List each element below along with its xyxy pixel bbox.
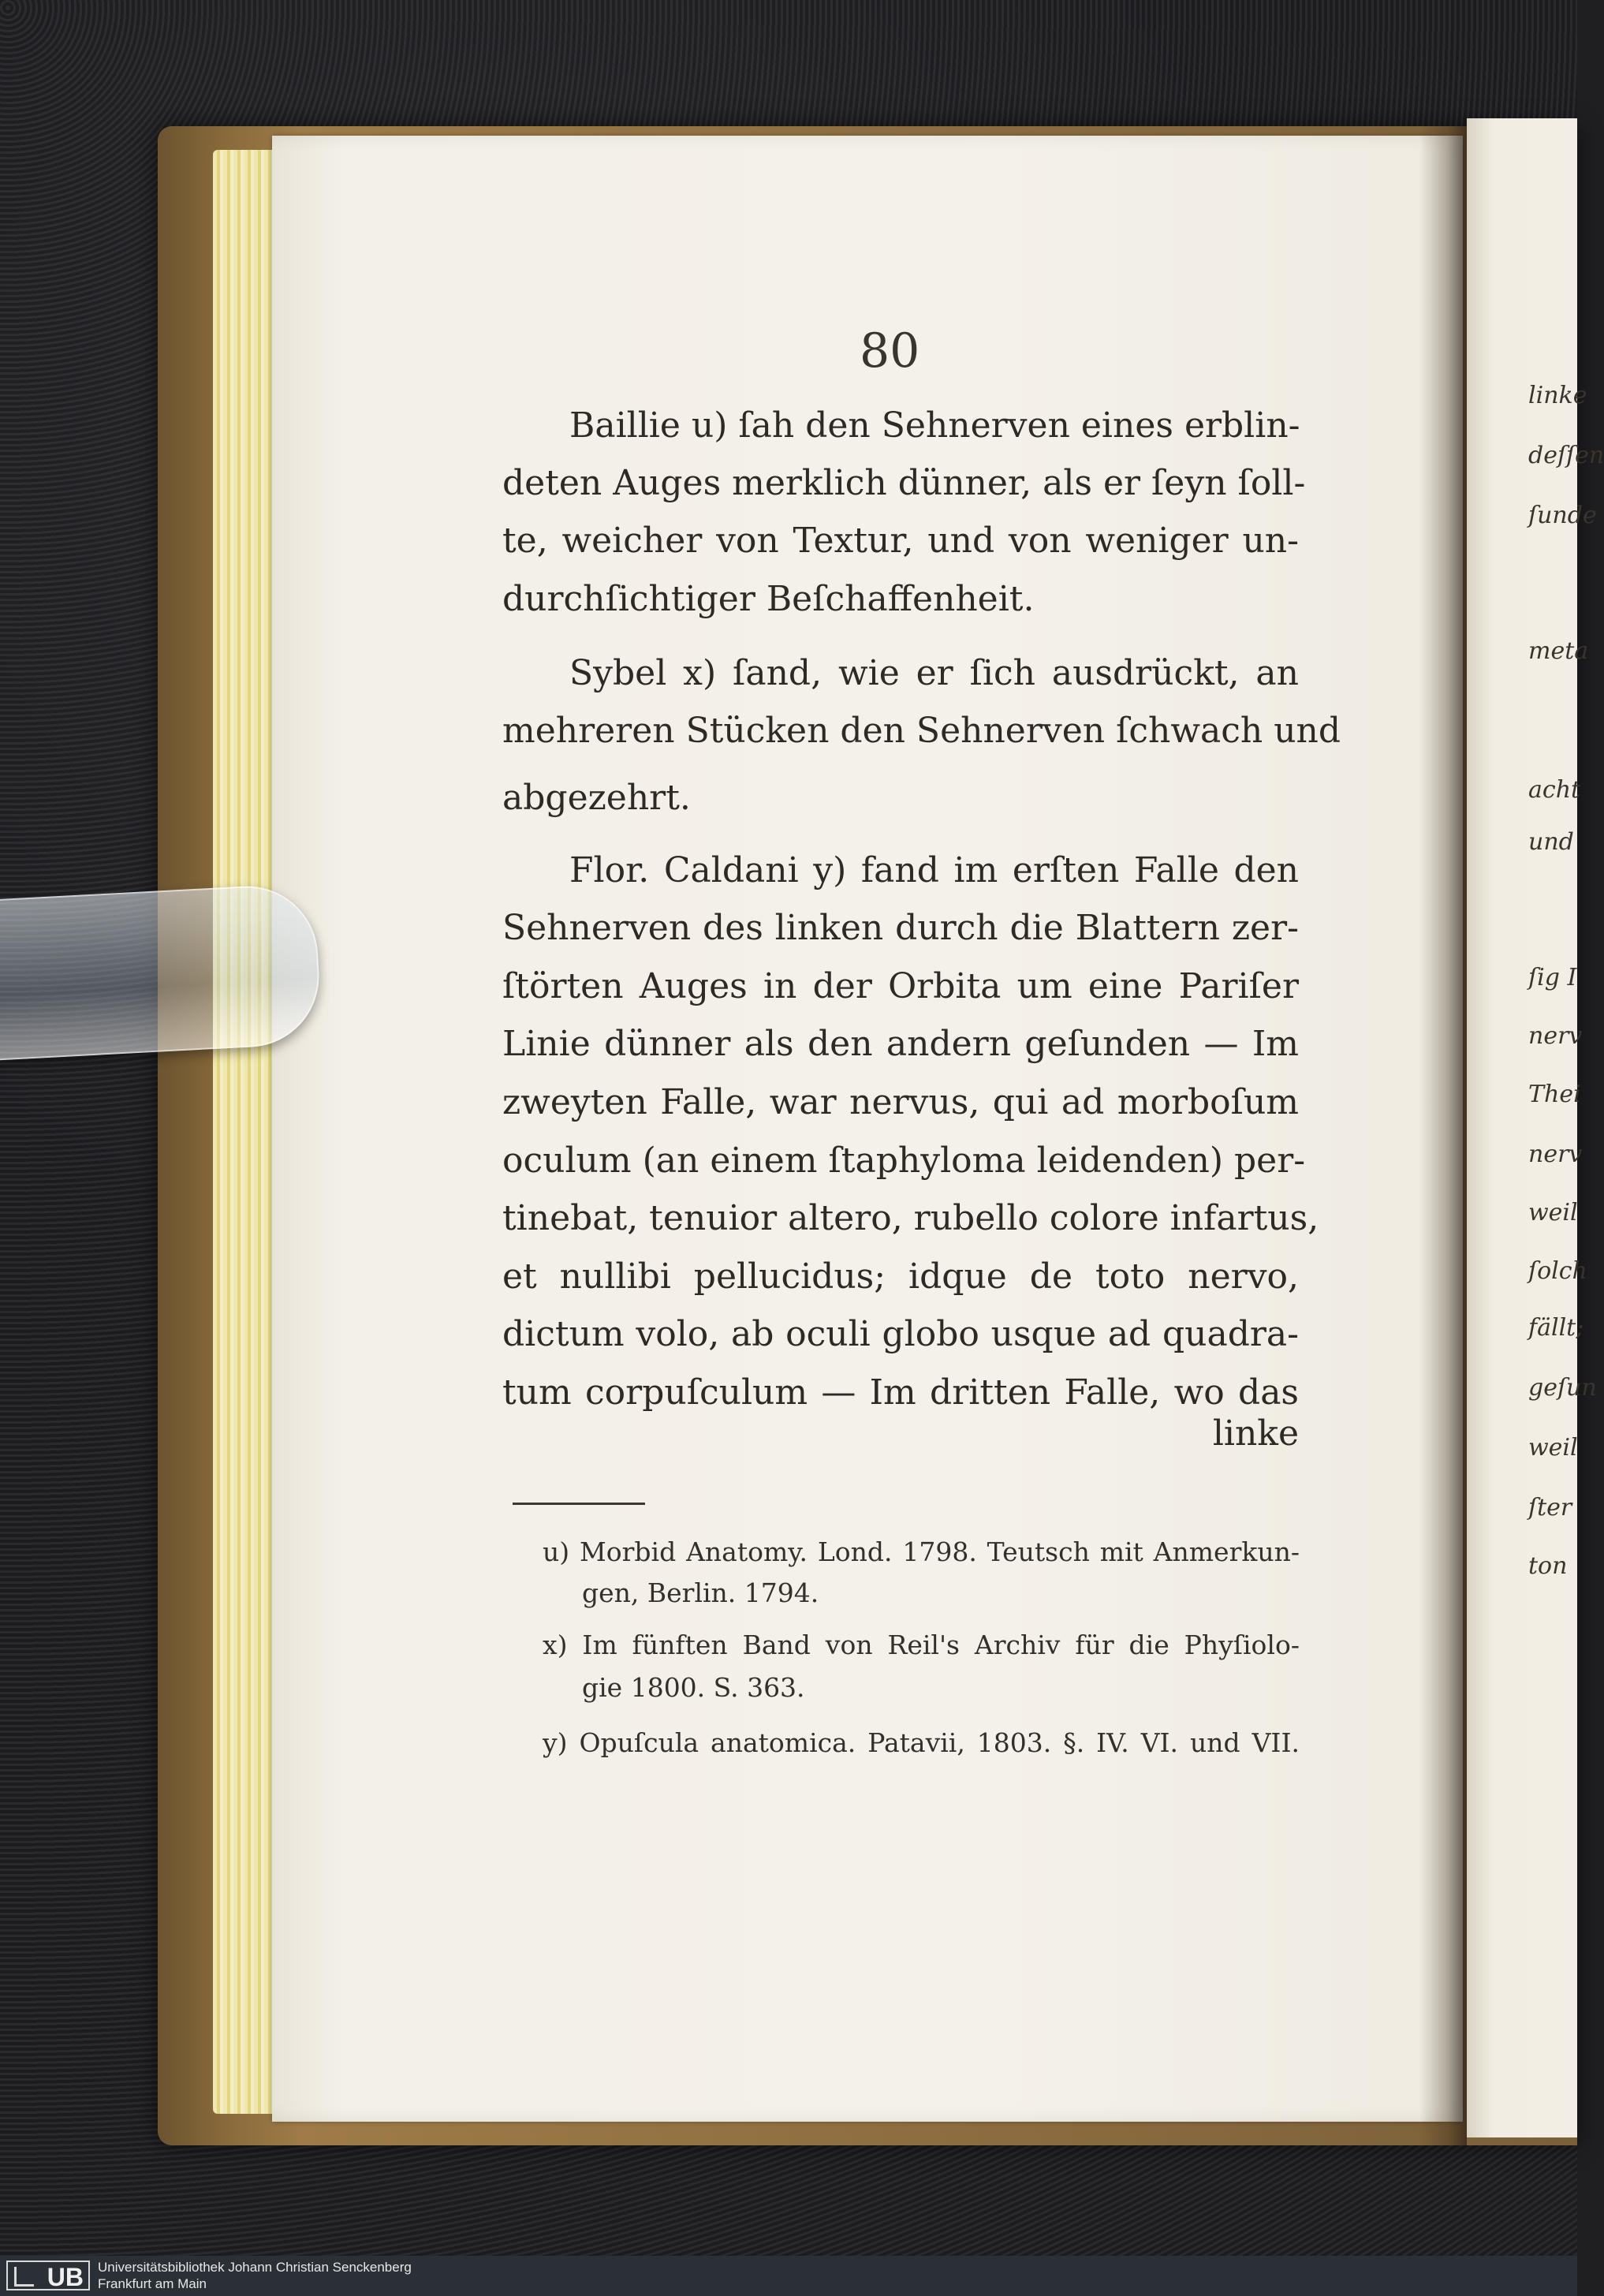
body-line: Linie dünner als den andern geſunden — Im: [502, 1024, 1299, 1064]
right-page: [1467, 118, 1577, 2137]
body-line: Flor. Caldani y) fand im erſten Falle den: [569, 850, 1299, 890]
footnote-x: x) Im fünften Band von Reil's Archiv für die Phyſiolo-: [543, 1630, 1300, 1660]
right-page-fragment: ſolch: [1528, 1257, 1587, 1285]
right-page-fragment: ton: [1528, 1552, 1568, 1580]
right-page-fragment: ſig I: [1528, 964, 1577, 991]
institution-footer: [0, 2256, 1577, 2296]
right-page-fragment: geſun: [1528, 1374, 1597, 1402]
body-line: dictum volo, ab oculi globo usque ad quadra-: [502, 1314, 1299, 1354]
library-city: Frankfurt am Main: [98, 2276, 207, 2291]
book-gutter: [1419, 126, 1467, 2145]
glass-page-weight: [0, 883, 323, 1061]
right-page-fragment: fällt;: [1528, 1314, 1584, 1342]
footnote-u-cont: gen, Berlin. 1794.: [582, 1577, 819, 1608]
library-name: Universitätsbibliothek Johann Christian Senckenberg: [98, 2260, 412, 2275]
footnote-rule: [513, 1503, 645, 1505]
ub-logo-icon: UB: [6, 2261, 90, 2290]
body-line: deten Auges merklich dünner, als er ſeyn ſoll-: [502, 463, 1306, 503]
right-page-fragment: deſſen: [1528, 442, 1604, 469]
body-line: zweyten Falle, war nervus, qui ad morboſum: [502, 1082, 1299, 1122]
body-line: tum corpuſculum — Im dritten Falle, wo das: [502, 1372, 1299, 1413]
body-line: mehreren Stücken den Sehnerven ſchwach und: [502, 711, 1341, 751]
footnote-u: u) Morbid Anatomy. Lond. 1798. Teutsch mit Anmerkun-: [543, 1536, 1300, 1567]
right-page-fragment: Thei: [1528, 1081, 1581, 1108]
body-line: et nullibi pellucidus; idque de toto nervo,: [502, 1256, 1299, 1297]
body-line: tinebat, tenuior altero, rubello colore infartus,: [502, 1198, 1319, 1238]
right-page-fragment: nerv: [1528, 1141, 1583, 1168]
body-line: Sybel x) ſand, wie er ſich ausdrückt, an: [569, 653, 1299, 693]
right-page-fragment: weil: [1528, 1434, 1578, 1462]
right-page-fragment: linke: [1528, 382, 1587, 409]
body-line: oculum (an einem ſtaphyloma leidenden) per-: [502, 1141, 1306, 1181]
footnote-y: y) Opuſcula anatomica. Patavii, 1803. §. IV. VI. und VII.: [543, 1727, 1300, 1758]
right-page-fragment: ſter: [1528, 1494, 1572, 1521]
body-line-catchword: linke: [1212, 1413, 1299, 1454]
right-page-fragment: acht: [1528, 776, 1581, 804]
body-line: Sehnerven des linken durch die Blattern zer-: [502, 908, 1299, 948]
body-line: Baillie u) ſah den Sehnerven eines erblin-: [569, 405, 1300, 446]
right-page-fragment: ſunde: [1528, 502, 1597, 529]
body-line: ſtörten Auges in der Orbita um eine Pariſer: [502, 966, 1299, 1006]
right-page-fragment: meta: [1528, 637, 1589, 665]
right-page-fragment: und: [1528, 828, 1574, 856]
right-page-fragment: weil: [1528, 1199, 1578, 1226]
body-line: te, weicher von Textur, und von weniger un-: [502, 521, 1299, 561]
body-line: durchſichtiger Beſchaffenheit.: [502, 579, 1035, 619]
right-page-fragment: nerv: [1528, 1022, 1583, 1050]
footnote-x-cont: gie 1800. S. 363.: [582, 1672, 805, 1703]
page-number: 80: [860, 323, 920, 379]
body-line: abgezehrt.: [502, 778, 691, 818]
